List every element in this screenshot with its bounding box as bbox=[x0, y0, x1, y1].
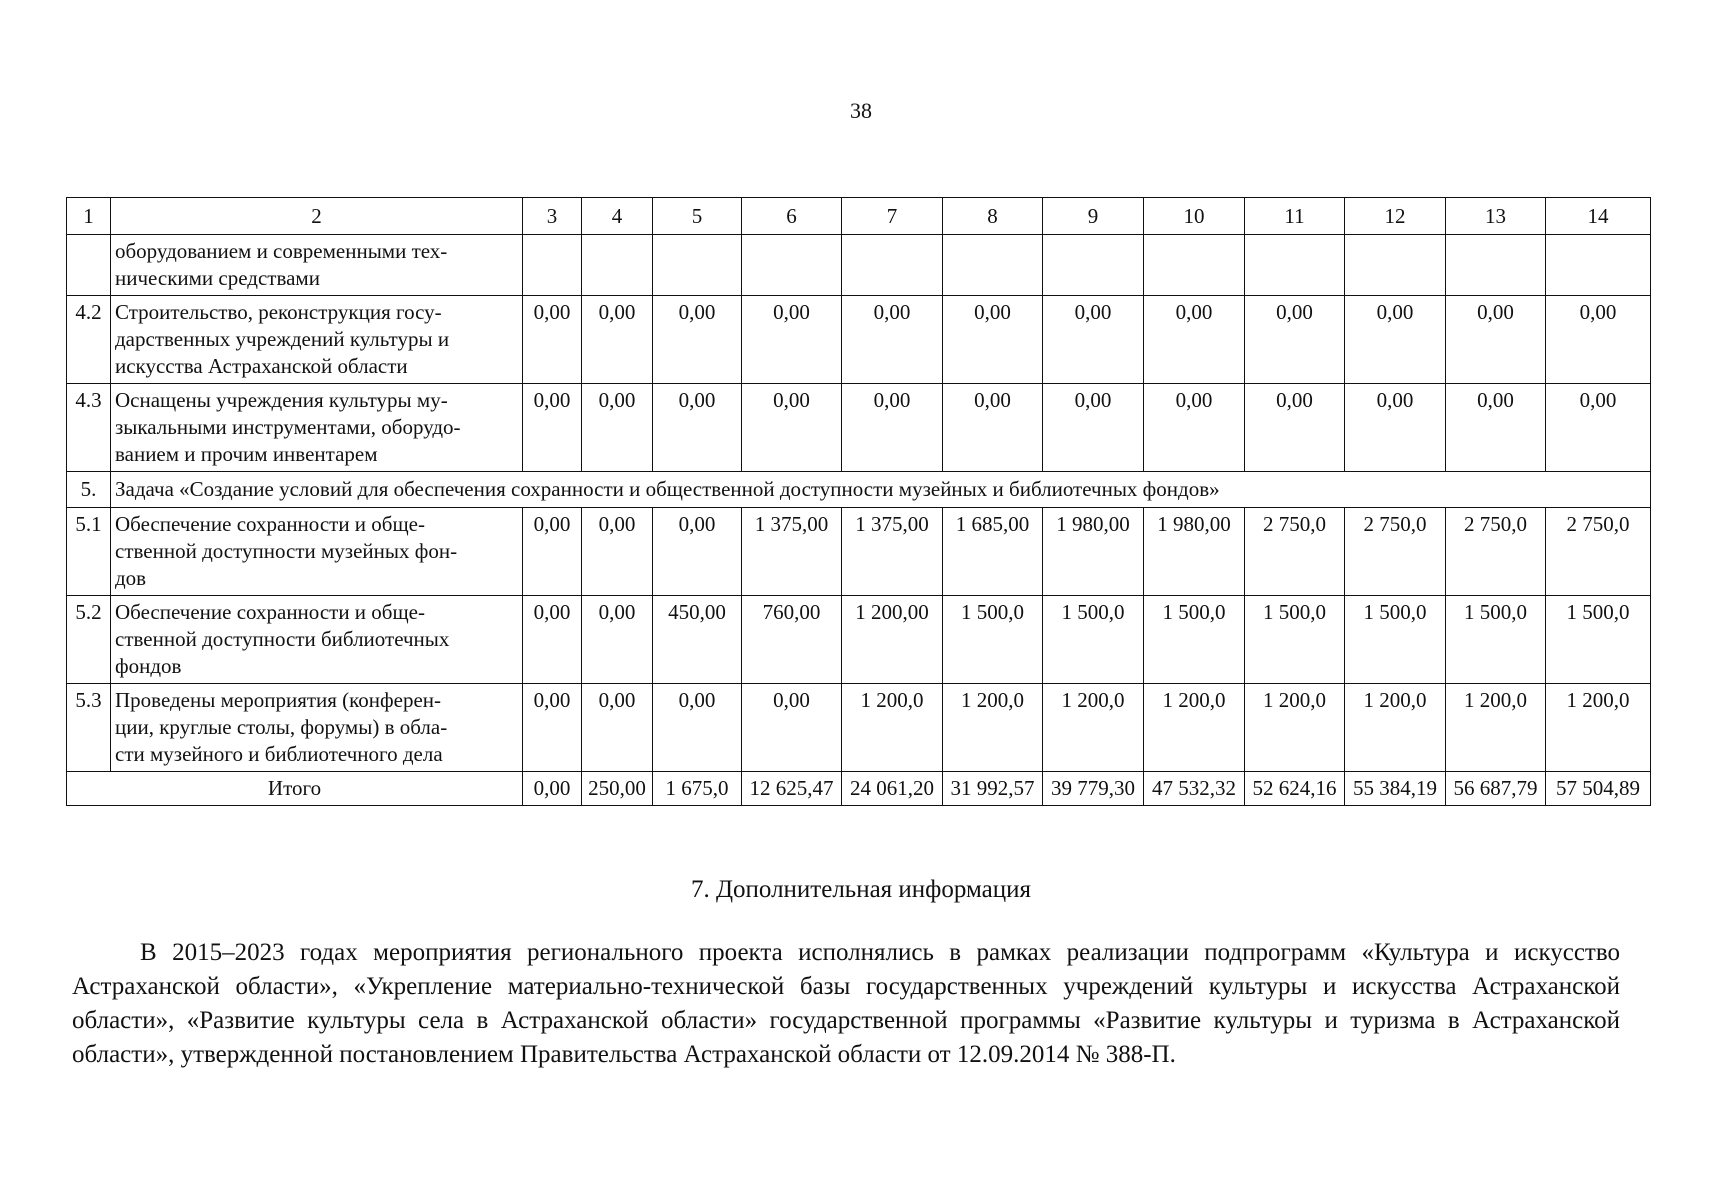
total-label: Итого bbox=[67, 772, 523, 806]
value-cell: 0,00 bbox=[582, 596, 653, 684]
value-cell: 0,00 bbox=[1345, 296, 1446, 384]
value-cell bbox=[1546, 235, 1651, 296]
total-value-cell: 55 384,19 bbox=[1345, 772, 1446, 806]
value-cell: 0,00 bbox=[523, 508, 582, 596]
column-number-header: 13 bbox=[1446, 198, 1546, 235]
section-title: 7. Дополнительная информация bbox=[690, 876, 1032, 903]
value-cell bbox=[1245, 235, 1345, 296]
value-cell: 0,00 bbox=[523, 384, 582, 472]
column-number-header: 8 bbox=[943, 198, 1043, 235]
value-cell: 1 200,0 bbox=[943, 684, 1043, 772]
item-name: Обеспечение сохранности и обще- ственной доступности музейных фон- дов bbox=[111, 508, 523, 596]
value-cell: 1 200,0 bbox=[1144, 684, 1245, 772]
item-name: Обеспечение сохранности и обще- ственной доступности библиотечных фондов bbox=[111, 596, 523, 684]
value-cell: 1 375,00 bbox=[742, 508, 842, 596]
row-number: 5.2 bbox=[67, 596, 111, 684]
value-cell: 1 375,00 bbox=[842, 508, 943, 596]
item-name: Строительство, реконструкция госу- дарственных учреждений культуры и искусства Астраханской области bbox=[111, 296, 523, 384]
column-number-header: 4 bbox=[582, 198, 653, 235]
value-cell bbox=[1345, 235, 1446, 296]
value-cell bbox=[582, 235, 653, 296]
item-name: Оснащены учреждения культуры му- зыкальными инструментами, оборудо- ванием и прочим инвентарем bbox=[111, 384, 523, 472]
column-number-header: 5 bbox=[653, 198, 742, 235]
total-value-cell: 47 532,32 bbox=[1144, 772, 1245, 806]
table-row bbox=[67, 296, 1651, 384]
value-cell: 0,00 bbox=[1144, 296, 1245, 384]
row-number: 5.3 bbox=[67, 684, 111, 772]
header-row bbox=[67, 198, 1651, 235]
value-cell: 1 200,0 bbox=[1345, 684, 1446, 772]
value-cell: 0,00 bbox=[1144, 384, 1245, 472]
table-body bbox=[67, 198, 1651, 806]
column-number-header: 11 bbox=[1245, 198, 1345, 235]
value-cell: 1 200,00 bbox=[842, 596, 943, 684]
task-row bbox=[67, 472, 1651, 508]
task-title: Задача «Создание условий для обеспечения сохранности и общественной доступности музейных и библиотечных фондов» bbox=[111, 472, 1651, 508]
value-cell: 450,00 bbox=[653, 596, 742, 684]
value-cell: 0,00 bbox=[943, 296, 1043, 384]
table-row bbox=[67, 508, 1651, 596]
total-value-cell: 57 504,89 bbox=[1546, 772, 1651, 806]
additional-info-paragraph: В 2015–2023 годах мероприятия регионального проекта исполнялись в рамках реализации подпрограмм «Культура и искусство Астраханской области», «Укрепление материально-технической базы государственных учреждений культуры и искусства Астраханской области», «Развитие культуры села в Астраханской области» государственной программы «Развитие культуры и туризма в Астраханской области», утвержденной постановлением Правительства Астраханской области от 12.09.2014 № 388-П. bbox=[72, 939, 1620, 1068]
value-cell: 0,00 bbox=[742, 296, 842, 384]
total-value-cell: 250,00 bbox=[582, 772, 653, 806]
value-cell: 2 750,0 bbox=[1446, 508, 1546, 596]
value-cell bbox=[1043, 235, 1144, 296]
total-row bbox=[67, 772, 1651, 806]
value-cell: 1 200,0 bbox=[842, 684, 943, 772]
value-cell: 1 200,0 bbox=[1546, 684, 1651, 772]
total-value-cell: 56 687,79 bbox=[1446, 772, 1546, 806]
value-cell: 2 750,0 bbox=[1245, 508, 1345, 596]
total-value-cell: 52 624,16 bbox=[1245, 772, 1345, 806]
value-cell: 1 500,0 bbox=[1546, 596, 1651, 684]
page-number: 38 bbox=[850, 98, 872, 123]
row-number bbox=[67, 235, 111, 296]
value-cell: 1 685,00 bbox=[943, 508, 1043, 596]
value-cell: 0,00 bbox=[1446, 296, 1546, 384]
value-cell: 0,00 bbox=[653, 508, 742, 596]
value-cell: 1 500,0 bbox=[943, 596, 1043, 684]
row-number: 4.3 bbox=[67, 384, 111, 472]
value-cell: 1 500,0 bbox=[1245, 596, 1345, 684]
value-cell: 0,00 bbox=[1043, 296, 1144, 384]
value-cell: 0,00 bbox=[582, 508, 653, 596]
value-cell: 1 980,00 bbox=[1043, 508, 1144, 596]
table-row bbox=[67, 684, 1651, 772]
value-cell bbox=[943, 235, 1043, 296]
value-cell: 0,00 bbox=[1546, 384, 1651, 472]
value-cell: 1 500,0 bbox=[1144, 596, 1245, 684]
funding-table bbox=[66, 197, 1651, 806]
value-cell: 0,00 bbox=[742, 384, 842, 472]
value-cell: 1 500,0 bbox=[1446, 596, 1546, 684]
value-cell: 1 200,0 bbox=[1446, 684, 1546, 772]
column-number-header: 3 bbox=[523, 198, 582, 235]
value-cell: 0,00 bbox=[943, 384, 1043, 472]
value-cell: 0,00 bbox=[582, 384, 653, 472]
value-cell: 0,00 bbox=[523, 296, 582, 384]
value-cell: 0,00 bbox=[1546, 296, 1651, 384]
item-name: оборудованием и современными тех- ническими средствами bbox=[111, 235, 523, 296]
value-cell bbox=[523, 235, 582, 296]
total-value-cell: 0,00 bbox=[523, 772, 582, 806]
value-cell bbox=[1144, 235, 1245, 296]
table-row bbox=[67, 235, 1651, 296]
table-row bbox=[67, 596, 1651, 684]
total-value-cell: 39 779,30 bbox=[1043, 772, 1144, 806]
row-number: 5.1 bbox=[67, 508, 111, 596]
value-cell: 1 200,0 bbox=[1043, 684, 1144, 772]
value-cell: 0,00 bbox=[1245, 384, 1345, 472]
value-cell: 1 500,0 bbox=[1043, 596, 1144, 684]
value-cell: 0,00 bbox=[1345, 384, 1446, 472]
value-cell: 0,00 bbox=[1245, 296, 1345, 384]
value-cell: 1 500,0 bbox=[1345, 596, 1446, 684]
value-cell: 0,00 bbox=[653, 296, 742, 384]
value-cell: 760,00 bbox=[742, 596, 842, 684]
table-row bbox=[67, 384, 1651, 472]
value-cell: 0,00 bbox=[842, 384, 943, 472]
total-value-cell: 12 625,47 bbox=[742, 772, 842, 806]
value-cell: 0,00 bbox=[523, 596, 582, 684]
value-cell: 1 200,0 bbox=[1245, 684, 1345, 772]
value-cell: 0,00 bbox=[653, 684, 742, 772]
value-cell bbox=[842, 235, 943, 296]
value-cell: 1 980,00 bbox=[1144, 508, 1245, 596]
value-cell bbox=[1446, 235, 1546, 296]
row-number: 4.2 bbox=[67, 296, 111, 384]
column-number-header: 2 bbox=[111, 198, 523, 235]
column-number-header: 14 bbox=[1546, 198, 1651, 235]
column-number-header: 1 bbox=[67, 198, 111, 235]
value-cell: 0,00 bbox=[742, 684, 842, 772]
column-number-header: 10 bbox=[1144, 198, 1245, 235]
value-cell: 0,00 bbox=[842, 296, 943, 384]
value-cell: 2 750,0 bbox=[1345, 508, 1446, 596]
value-cell: 0,00 bbox=[582, 296, 653, 384]
value-cell: 0,00 bbox=[1043, 384, 1144, 472]
column-number-header: 9 bbox=[1043, 198, 1144, 235]
column-number-header: 6 bbox=[742, 198, 842, 235]
value-cell: 2 750,0 bbox=[1546, 508, 1651, 596]
value-cell: 0,00 bbox=[523, 684, 582, 772]
value-cell bbox=[653, 235, 742, 296]
value-cell bbox=[742, 235, 842, 296]
column-number-header: 7 bbox=[842, 198, 943, 235]
total-value-cell: 31 992,57 bbox=[943, 772, 1043, 806]
value-cell: 0,00 bbox=[582, 684, 653, 772]
total-value-cell: 24 061,20 bbox=[842, 772, 943, 806]
column-number-header: 12 bbox=[1345, 198, 1446, 235]
value-cell: 0,00 bbox=[653, 384, 742, 472]
total-value-cell: 1 675,0 bbox=[653, 772, 742, 806]
value-cell: 0,00 bbox=[1446, 384, 1546, 472]
item-name: Проведены мероприятия (конферен- ции, круглые столы, форумы) в обла- сти музейного и библиотечного дела bbox=[111, 684, 523, 772]
row-number: 5. bbox=[67, 472, 111, 508]
